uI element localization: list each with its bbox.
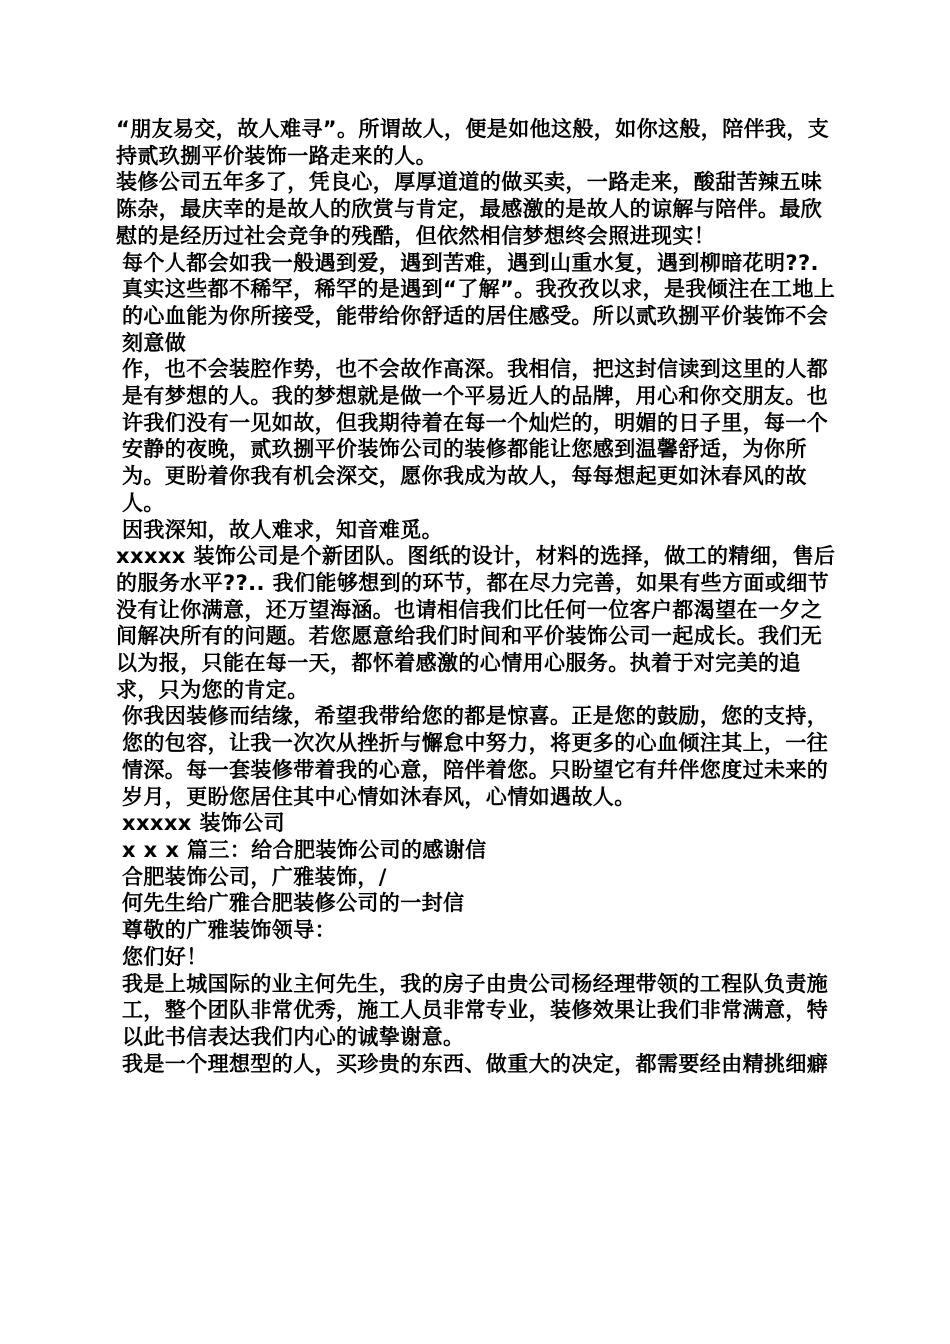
paragraph-signature: xxxxx 装饰公司	[122, 811, 286, 836]
paragraph-personality: 我是一个理想型的人，买珍贵的东西、做重大的决定，都需要经由精挑细癖	[122, 1051, 829, 1076]
paragraph-letter-title: 何先生给广雅合肥装修公司的一封信	[122, 891, 465, 916]
paragraph-company-names: 合肥装饰公司，广雅装饰，/	[122, 864, 387, 889]
paragraph-greeting: 您们好！	[122, 944, 208, 969]
paragraph-dream: 作，也不会装腔作势，也不会故作高深。我相信，把这封信读到这里的人都是有梦想的人。我的梦想就是做一个平易近人的品牌，用心和你交朋友。也许我们没有一见如故，但我期待着在每一个灿烂的，明媚的日子里，每一个安静的夜晚，贰玖捌平价装饰公司的装修都能让您感到温馨舒适，为你所为。更盼着你我有机会深交，愿你我成为故人，每每想起更如沐春风的故人。	[122, 357, 829, 515]
paragraph-introduction: 我是上城国际的业主何先生，我的房子由贵公司杨经理带领的工程队负责施	[122, 971, 829, 996]
paragraph-section-title: x x x 篇三：给合肥装饰公司的感谢信	[122, 837, 487, 862]
paragraph-old-friend: 因我深知，故人难求，知音难觅。	[122, 517, 443, 542]
paragraph-salutation: 尊敬的广雅装饰领导：	[122, 918, 336, 943]
paragraph-company-history: 装修公司五年多了，凭良心，厚厚道道的做买卖，一路走来，酸甜苦辣五味陈杂，最庆幸的是故人的欣赏与肯定，最感激的是故人的谅解与陪伴。最欣慰的是经历过社会竞争的残酷，但依然相信梦想终会照进现实！	[116, 170, 823, 248]
paragraph-new-team: xxxxx 装饰公司是个新团队。图纸的设计，材料的选择，做工的精细，售后的服务水平??.. 我们能够想到的环节，都在尽力完善，如果有些方面或细节没有让你满意，还万望海涵。也请相信我们比任何一位客户都渴望在一夕之间解决所有的问题。若您愿意给我们时间和平价装饰公司一起成长。我们无以为报，只能在每一天，都怀着感激的心情用心服务。执着于对完美的追求，只为您的肯定。	[116, 544, 836, 702]
paragraph-bond: 你我因装修而结缘，希望我带给您的都是惊喜。正是您的鼓励，您的支持，您的包容，让我一次次从挫折与懈怠中努力，将更多的心血倾注其上，一往情深。每一套装修带着我的心意，陪伴着您。只盼望它有幷伴您度过未来的岁月，更盼您居住其中心情如沐春风，心情如遇故人。	[122, 704, 829, 809]
paragraph-team-praise: 工，整个团队非常优秀，施工人员非常专业，装修效果让我们非常满意，特以此书信表达我们内心的诚挚谢意。	[122, 998, 829, 1049]
document-page	[116, 116, 838, 1077]
paragraph-friends-quote: “朋友易交，故人难寻”。所谓故人，便是如他这般，如你这般，陪伴我，支持贰玖捌平价装饰一路走来的人。	[116, 117, 830, 168]
paragraph-encounters: 每个人都会如我一般遇到爱，遇到苦难，遇到山重水复，遇到柳暗花明??.真实这些都不稀罕，稀罕的是遇到“了解”。我孜孜以求，是我倾注在工地上的心血能为你所接受，能带给你舒适的居住感受。所以贰玖捌平价装饰不会刻意做	[122, 250, 836, 355]
